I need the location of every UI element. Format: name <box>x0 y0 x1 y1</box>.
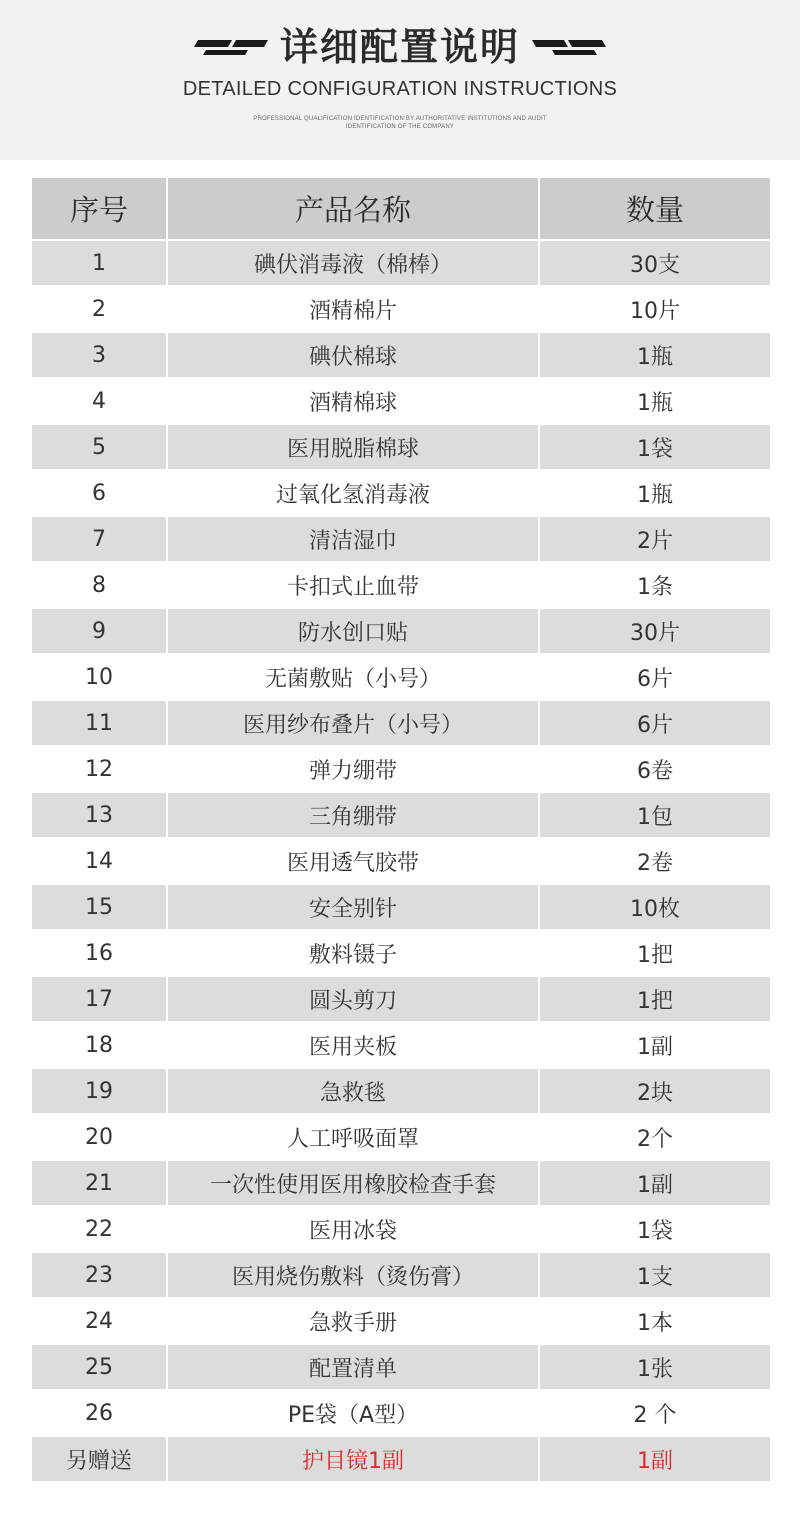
cell-quantity: 2卷 <box>539 838 771 884</box>
table-row <box>31 746 771 792</box>
cell-number: 13 <box>31 792 167 838</box>
cell-product-name: 碘伏棉球 <box>167 332 539 378</box>
cell-number: 11 <box>31 700 167 746</box>
cell-product-name: 急救毯 <box>167 1068 539 1114</box>
table-row <box>31 838 771 884</box>
cell-product-name: 清洁湿巾 <box>167 516 539 562</box>
cell-number: 14 <box>31 838 167 884</box>
table-row <box>31 700 771 746</box>
table-row <box>31 654 771 700</box>
cell-product-name: 医用纱布叠片（小号） <box>167 700 539 746</box>
table-row <box>31 1344 771 1390</box>
cell-product-name: 卡扣式止血带 <box>167 562 539 608</box>
cell-product-name: 敷料镊子 <box>167 930 539 976</box>
cell-quantity: 2片 <box>539 516 771 562</box>
cell-quantity: 2块 <box>539 1068 771 1114</box>
title-row <box>0 22 800 72</box>
cell-product-name: 安全别针 <box>167 884 539 930</box>
cell-number: 25 <box>31 1344 167 1390</box>
cell-quantity: 1本 <box>539 1298 771 1344</box>
table-row <box>31 562 771 608</box>
fine-print <box>200 115 600 131</box>
table-row <box>31 976 771 1022</box>
column-header-product-name: 产品名称 <box>167 177 539 240</box>
left-stripe-decoration <box>192 34 270 60</box>
table-row <box>31 1022 771 1068</box>
cell-number: 16 <box>31 930 167 976</box>
table-row <box>31 286 771 332</box>
cell-product-name: 酒精棉球 <box>167 378 539 424</box>
column-header-quantity: 数量 <box>539 177 771 240</box>
table-row <box>31 378 771 424</box>
cell-quantity: 1瓶 <box>539 470 771 516</box>
cell-number: 4 <box>31 378 167 424</box>
cell-quantity: 1袋 <box>539 424 771 470</box>
bonus-label: 另赠送 <box>31 1436 167 1482</box>
cell-quantity: 6片 <box>539 700 771 746</box>
cell-number: 5 <box>31 424 167 470</box>
table-row <box>31 1160 771 1206</box>
cell-product-name: 防水创口贴 <box>167 608 539 654</box>
cell-number: 6 <box>31 470 167 516</box>
cell-quantity: 1包 <box>539 792 771 838</box>
cell-product-name: 医用冰袋 <box>167 1206 539 1252</box>
cell-number: 23 <box>31 1252 167 1298</box>
table-row <box>31 1068 771 1114</box>
cell-quantity: 1瓶 <box>539 378 771 424</box>
bonus-product-name: 护目镜1副 <box>167 1436 539 1482</box>
cell-product-name: 弹力绷带 <box>167 746 539 792</box>
table-row <box>31 516 771 562</box>
cell-number: 12 <box>31 746 167 792</box>
bonus-quantity: 1副 <box>539 1436 771 1482</box>
table-row <box>31 332 771 378</box>
cell-quantity: 10片 <box>539 286 771 332</box>
cell-number: 17 <box>31 976 167 1022</box>
cell-number: 2 <box>31 286 167 332</box>
cell-quantity: 1张 <box>539 1344 771 1390</box>
cell-product-name: 医用夹板 <box>167 1022 539 1068</box>
cell-product-name: 医用脱脂棉球 <box>167 424 539 470</box>
table-row <box>31 1206 771 1252</box>
table-row <box>31 1252 771 1298</box>
column-header-number: 序号 <box>31 177 167 240</box>
cell-number: 7 <box>31 516 167 562</box>
cell-quantity: 1支 <box>539 1252 771 1298</box>
cell-product-name: 碘伏消毒液（棉棒） <box>167 240 539 286</box>
table-row <box>31 1298 771 1344</box>
cell-quantity: 1袋 <box>539 1206 771 1252</box>
right-stripe-decoration <box>530 34 608 60</box>
cell-number: 19 <box>31 1068 167 1114</box>
page-header <box>0 0 800 160</box>
cell-quantity: 2个 <box>539 1114 771 1160</box>
cell-product-name: 三角绷带 <box>167 792 539 838</box>
cell-number: 9 <box>31 608 167 654</box>
cell-quantity: 1瓶 <box>539 332 771 378</box>
cell-product-name: 酒精棉片 <box>167 286 539 332</box>
cell-number: 26 <box>31 1390 167 1436</box>
table-header-row <box>31 177 771 240</box>
cell-number: 22 <box>31 1206 167 1252</box>
cell-number: 3 <box>31 332 167 378</box>
cell-quantity: 6卷 <box>539 746 771 792</box>
cell-number: 10 <box>31 654 167 700</box>
table-row <box>31 608 771 654</box>
page-subtitle: DETAILED CONFIGURATION INSTRUCTIONS <box>182 78 618 100</box>
bonus-row <box>31 1436 771 1482</box>
configuration-table <box>30 176 770 1483</box>
table-row <box>31 1390 771 1436</box>
cell-quantity: 2 个 <box>539 1390 771 1436</box>
page-title: 详细配置说明 <box>279 25 520 69</box>
cell-number: 20 <box>31 1114 167 1160</box>
table-row <box>31 240 771 286</box>
fine-print-line-2: IDENTIFICATION OF THE COMPANY <box>345 124 455 130</box>
cell-product-name: 急救手册 <box>167 1298 539 1344</box>
cell-quantity: 10枚 <box>539 884 771 930</box>
table-row <box>31 1114 771 1160</box>
cell-number: 1 <box>31 240 167 286</box>
cell-quantity: 1把 <box>539 976 771 1022</box>
cell-quantity: 30支 <box>539 240 771 286</box>
table-row <box>31 930 771 976</box>
cell-number: 8 <box>31 562 167 608</box>
cell-quantity: 6片 <box>539 654 771 700</box>
table-row <box>31 884 771 930</box>
cell-product-name: 无菌敷贴（小号） <box>167 654 539 700</box>
cell-product-name: PE袋（A型） <box>167 1390 539 1436</box>
table-row <box>31 470 771 516</box>
cell-quantity: 1条 <box>539 562 771 608</box>
cell-product-name: 配置清单 <box>167 1344 539 1390</box>
fine-print-line-1: PROFESSIONAL QUALIFICATION IDENTIFICATION BY AUTHORITATIVE INSTITUTIONS AND AUDIT <box>253 116 547 122</box>
cell-quantity: 1把 <box>539 930 771 976</box>
table-row <box>31 424 771 470</box>
cell-product-name: 圆头剪刀 <box>167 976 539 1022</box>
cell-number: 15 <box>31 884 167 930</box>
cell-quantity: 1副 <box>539 1022 771 1068</box>
cell-product-name: 过氧化氢消毒液 <box>167 470 539 516</box>
cell-product-name: 医用烧伤敷料（烫伤膏） <box>167 1252 539 1298</box>
cell-number: 24 <box>31 1298 167 1344</box>
table-row <box>31 792 771 838</box>
cell-product-name: 人工呼吸面罩 <box>167 1114 539 1160</box>
cell-number: 21 <box>31 1160 167 1206</box>
cell-quantity: 30片 <box>539 608 771 654</box>
cell-quantity: 1副 <box>539 1160 771 1206</box>
cell-number: 18 <box>31 1022 167 1068</box>
cell-product-name: 医用透气胶带 <box>167 838 539 884</box>
cell-product-name: 一次性使用医用橡胶检查手套 <box>167 1160 539 1206</box>
